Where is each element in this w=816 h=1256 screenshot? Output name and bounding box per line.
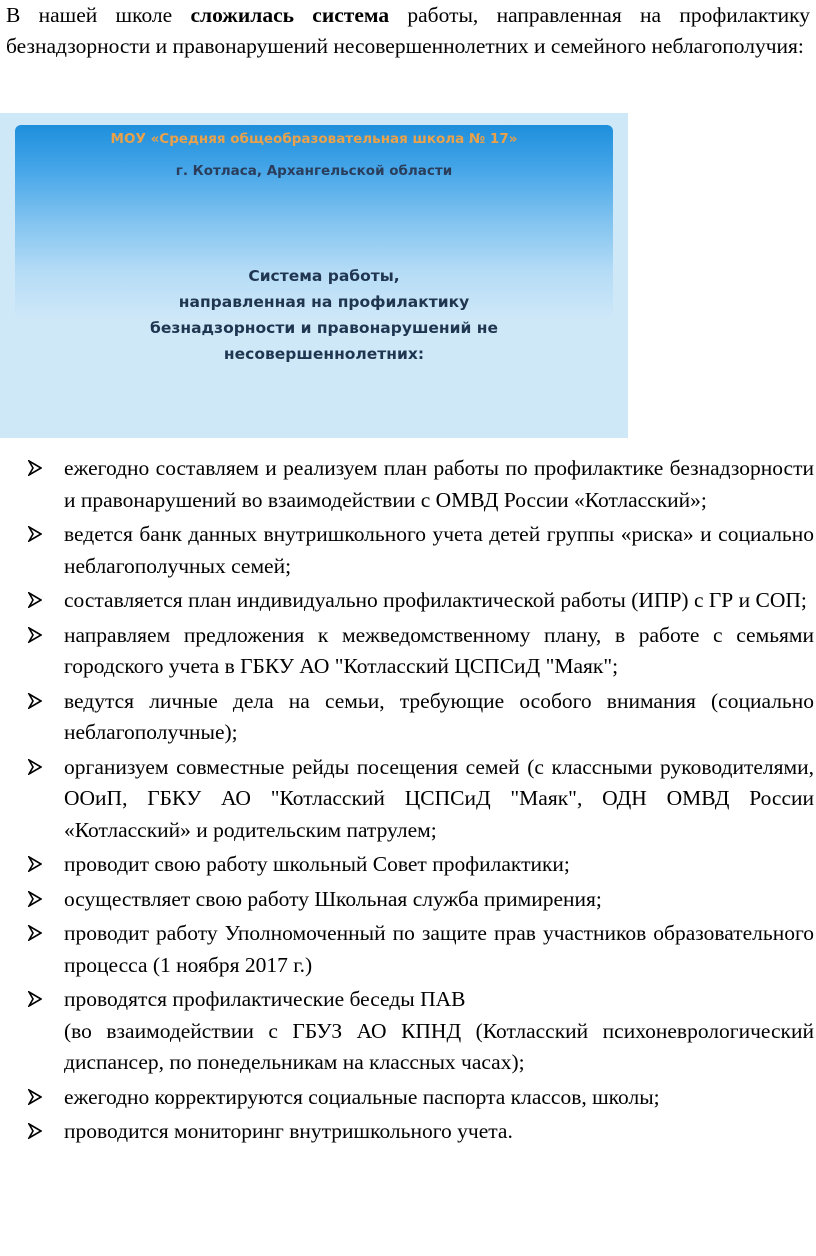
slide-city: г. Котласа, Архангельской области [175, 163, 453, 179]
list-item [28, 585, 814, 617]
list-item-text: ежегодно составляем и реализуем план работы по профилактике безнадзорности и правонарушений во взаимодействии с ОМВД России «Котласский»; [64, 456, 814, 512]
arrow-bullet-icon [28, 856, 42, 872]
list-item-text: проводит свою работу школьный Совет профилактики; [64, 852, 570, 876]
arrow-bullet-icon [28, 460, 42, 476]
arrow-bullet-icon [28, 1123, 42, 1139]
list-item-text: ежегодно корректируются социальные паспорта классов, школы; [64, 1084, 660, 1109]
list-item-text: организуем совместные рейды посещения семей (с классными руководителями, ООиП, ГБКУ АО "Котласский ЦСПСиД "Маяк", ОДН ОМВД России «Котласский» и родительским патрулем; [64, 754, 814, 842]
list-item [28, 1116, 814, 1148]
list-item [28, 884, 814, 916]
arrow-bullet-icon [28, 627, 42, 643]
arrow-bullet-icon [28, 526, 42, 542]
slide-school-name: МОУ «Средняя общеобразовательная школа № 17» [110, 131, 518, 147]
list-item-text: проводятся профилактические беседы ПАВ [64, 987, 466, 1011]
list-item [28, 918, 814, 981]
intro-text-start: В нашей школе [6, 3, 191, 27]
intro-text-end: работы, направленная на профилактику безнадзорности и правонарушений несовершеннолетних и семейного неблагополучия: [6, 3, 810, 58]
slide-title-line: Система работы, [248, 267, 400, 285]
list-item-text: проводится мониторинг внутришкольного учета. [64, 1119, 513, 1143]
arrow-bullet-icon [28, 925, 42, 941]
list-item-text: ведутся личные дела на семьи, требующие особого внимания (социально неблагополучные); [64, 688, 814, 744]
slide-title [0, 263, 648, 367]
list-item [28, 1082, 814, 1114]
list-item [28, 453, 814, 516]
slide-title-line: направленная на профилактику [178, 293, 470, 311]
list-item [28, 849, 814, 881]
arrow-bullet-icon [28, 991, 42, 1007]
list-item-text: ведется банк данных внутришкольного учета детей группы «риска» и социально неблагополучных семей; [64, 522, 814, 578]
list-item-text: составляется план индивидуально профилактической работы (ИПР) с ГР и СОП; [64, 588, 807, 612]
list-item-text: осуществляет свою работу Школьная служба примирения; [64, 886, 602, 911]
presentation-slide-image [0, 113, 628, 438]
intro-paragraph [6, 0, 810, 62]
list-item [28, 519, 814, 582]
intro-bold-phrase: сложилась система [190, 3, 390, 27]
slide-title-line: безнадзорности и правонарушений не [150, 319, 498, 337]
list-item-text: направляем предложения к межведомственному плану, в работе с семьями городского учета в ГБКУ АО "Котласский ЦСПСиД "Маяк"; [64, 622, 814, 678]
bullet-list [28, 453, 814, 1151]
arrow-bullet-icon [28, 693, 42, 709]
slide-title-line: несовершеннолетних: [223, 345, 425, 363]
arrow-bullet-icon [28, 891, 42, 907]
list-item [28, 620, 814, 683]
list-item-subtext: (во взаимодействии с ГБУЗ АО КПНД (Котласский психоневрологический диспансер, по понедельникам на классных часах); [64, 1018, 814, 1074]
list-item-text: проводит работу Уполномоченный по защите прав участников образовательного процесса (1 ноября 2017 г.) [64, 921, 814, 977]
list-item [28, 984, 814, 1079]
arrow-bullet-icon [28, 1089, 42, 1105]
list-item [28, 686, 814, 749]
list-item [28, 752, 814, 847]
arrow-bullet-icon [28, 759, 42, 775]
arrow-bullet-icon [28, 592, 42, 608]
